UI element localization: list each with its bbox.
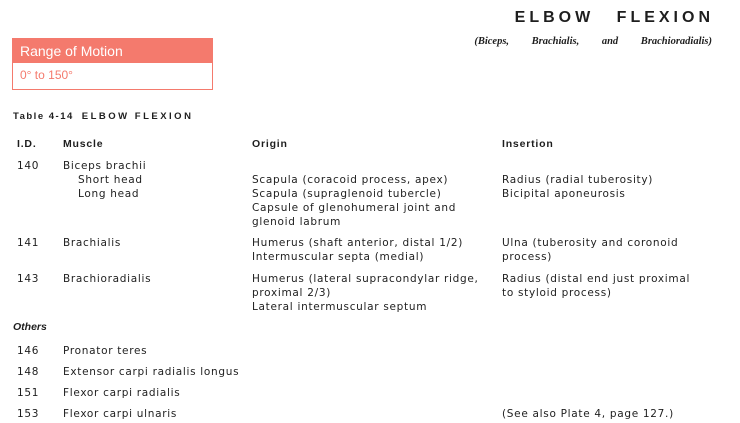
row-muscle: Brachialis [63, 237, 122, 249]
row-insertion [502, 173, 653, 201]
origin-line: Humerus (shaft anterior, distal 1/2) [252, 237, 464, 249]
table-title [13, 111, 193, 122]
row-id: 148 [17, 366, 40, 378]
muscle-name: Biceps brachii [63, 160, 147, 172]
table-number: Table 4-14 [13, 111, 74, 122]
column-header-id: I.D. [17, 138, 37, 150]
insertion-line: process) [502, 251, 553, 263]
origin-line: Capsule of glenohumeral joint and [252, 202, 457, 214]
row-muscle: Extensor carpi radialis longus [63, 366, 240, 378]
row-insertion [502, 236, 678, 264]
row-id: 153 [17, 408, 40, 420]
row-origin [252, 173, 456, 229]
column-header-origin: Origin [252, 138, 288, 150]
insertion-line: to styloid process) [502, 287, 612, 299]
row-muscle: Flexor carpi radialis [63, 387, 181, 399]
others-label: Others [13, 321, 47, 333]
range-of-motion-box [12, 38, 213, 90]
row-origin [252, 236, 463, 264]
row-insertion [502, 272, 690, 300]
range-of-motion-value: 0° to 150° [20, 68, 73, 82]
table-name: ELBOW FLEXION [81, 111, 194, 122]
origin-line: Lateral intermuscular septum [252, 301, 428, 313]
insertion-line: Radius (distal end just proximal [502, 273, 691, 285]
insertion-line: Radius (radial tuberosity) [502, 174, 654, 186]
row-id: 146 [17, 345, 40, 357]
row-id: 143 [17, 273, 40, 285]
row-muscle: Pronator teres [63, 345, 148, 357]
origin-line: proximal 2/3) [252, 287, 331, 299]
row-muscle: Brachioradialis [63, 273, 152, 285]
page-title: ELBOW FLEXION [514, 9, 714, 26]
row-id: 141 [17, 237, 40, 249]
row-muscle: Flexor carpi ulnaris [63, 408, 178, 420]
column-header-insertion: Insertion [502, 138, 554, 150]
insertion-line: Bicipital aponeurosis [502, 188, 626, 200]
row-origin [252, 272, 479, 314]
column-header-muscle: Muscle [63, 138, 104, 150]
page-subtitle: (Biceps, Brachialis, and Brachioradialis) [474, 36, 712, 47]
origin-line: Intermuscular septa (medial) [252, 251, 425, 263]
muscle-short-head: Short head [78, 174, 143, 186]
see-also-note: (See also Plate 4, page 127.) [502, 408, 674, 420]
origin-line: glenoid labrum [252, 216, 342, 228]
row-id: 151 [17, 387, 40, 399]
row-id: 140 [17, 160, 40, 172]
origin-line: Scapula (coracoid process, apex) [252, 174, 449, 186]
muscle-long-head: Long head [78, 188, 140, 200]
origin-line: Scapula (supraglenoid tubercle) [252, 188, 442, 200]
row-muscle [63, 159, 146, 201]
range-of-motion-label: Range of Motion [13, 39, 212, 63]
origin-line: Humerus (lateral supracondylar ridge, [252, 273, 479, 285]
insertion-line: Ulna (tuberosity and coronoid [502, 237, 679, 249]
